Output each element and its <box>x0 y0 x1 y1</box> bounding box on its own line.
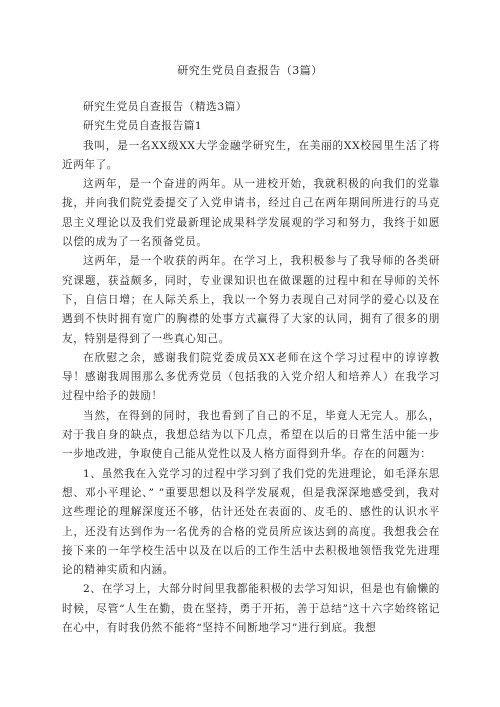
body-paragraph: 2、在学习上，大部分时间里我都能积极的去学习知识，但是也有偷懒的时候，尽管“人生在勤，贵在坚持，勇于开拓，善于总结”这十六字始终铭记在心中，有时我仍然不能将“坚持不间断地学习”进行到底。我想 <box>62 583 440 635</box>
document-body <box>62 98 440 638</box>
subtitle-paragraph: 研究生党员自查报告（精选3篇） <box>83 101 248 113</box>
section-heading: 研究生党员自查报告篇1 <box>83 120 203 133</box>
body-paragraph: 当然，在得到的同时，我也看到了自己的不足，毕竟人无完人。那么，对于我自身的缺点，我想总结为以下几点，希望在以后的日常生活中能一步一步地改进，争取使自己能从党性以及人格方面得到升华。存在的问题为： <box>62 409 440 461</box>
body-paragraph: 这两年，是一个奋进的两年。从一进校开始，我就积极的向我们的党靠拢，并向我们院党委提交了入党申请书，经过自己在两年期间所进行的马克思主义理论以及我们党最新理论成果科学发展观的学习和努力，我终于如愿以偿的成为了一名预备党员。 <box>62 178 440 249</box>
document-title: 研究生党员自查报告（3篇） <box>177 64 323 77</box>
body-paragraph: 这两年，是一个收获的两年。在学习上，我积极参与了我导师的各类研究课题，获益颇多，同时，专业课知识也在做课题的过程中和在导师的关怀下，自信日增；在人际关系上，我以一个努力表现自己对同学的爱心以及在遇到不快时拥有宽广的胸襟的处事方式赢得了大家的认同，拥有了很多的朋友，特别是得到了一些真心知己。 <box>62 255 440 345</box>
body-paragraph: 我叫，是一名XX级XX大学金融学研究生，在美丽的XX校园里生活了将近两年了。 <box>62 139 440 171</box>
body-paragraph: 在欣慰之余，感谢我们院党委成员XX老师在这个学习过程中的谆谆教导！感谢我周围那么多优秀党员（包括我的入党介绍人和培养人）在我学习过程中给予的鼓励！ <box>62 351 440 403</box>
body-paragraph: 1、虽然我在入党学习的过程中学习到了我们党的先进理论，如毛泽东思想、邓小平理论、” ”重要思想以及科学发展观，但是我深深地感受到，我对这些理论的理解深度还不够，估计还处在表面的、皮毛的、感性的认识水平上，还没有达到作为一名优秀的合格的党员所应该达到的高度。我想我会在接下来的一年学校生活中以及在以后的工作生活中去积极地领悟我党先进理论的精神实质和内涵。 <box>62 467 440 577</box>
